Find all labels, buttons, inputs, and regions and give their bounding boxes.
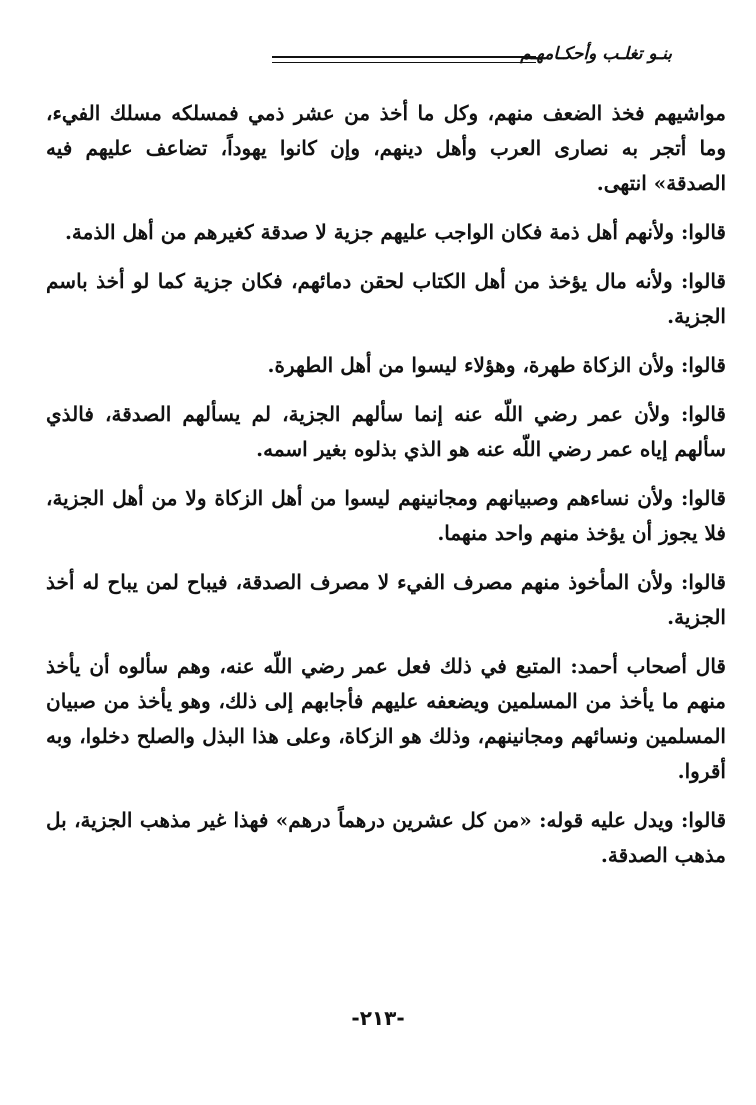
- header-rule: [272, 56, 536, 63]
- running-header: [272, 42, 672, 76]
- paragraph: قالوا: ويدل عليه قوله: «من كل عشرين درهماً درهم» فهذا غير مذهب الجزية، بل مذهب الصدقة.: [46, 808, 726, 867]
- paragraph: مواشيهم فخذ الضعف منهم، وكل ما أخذ من عشر ذمي فمسلكه مسلك الفيء، وما أتجر به نصارى العرب وأهل دينهم، وإن كانوا يهوداً، تضاعف عليهم فيه الصدقة» انتهى.: [46, 101, 726, 195]
- body-text: [46, 96, 726, 887]
- paragraph: قالوا: ولأن عمر رضي اللّه عنه إنما سألهم الجزية، لم يسألهم الصدقة، فالذي سألهم إياه عمر رضي اللّه عنه هو الذي بذلوه بغير اسمه.: [46, 402, 726, 461]
- running-header-title: بنـو تغلـب وأحكـامهـم: [520, 44, 672, 64]
- paragraph: قالوا: ولأن نساءهم وصبيانهم ومجانينهم ليسوا من أهل الزكاة ولا من أهل الجزية، فلا يجوز أن يؤخذ منهم واحد منهما.: [46, 486, 726, 545]
- paragraph: قالوا: ولأن الزكاة طهرة، وهؤلاء ليسوا من أهل الطهرة.: [267, 353, 726, 377]
- paragraph: قالوا: ولأن المأخوذ منهم مصرف الفيء لا مصرف الصدقة، فيباح لمن يباح له أخذ الجزية.: [46, 570, 726, 629]
- page-number: -٢١٣-: [351, 1006, 405, 1030]
- paragraph: قالوا: ولأنه مال يؤخذ من أهل الكتاب لحقن دمائهم، فكان جزية كما لو أخذ باسم الجزية.: [46, 269, 726, 328]
- paragraph: قال أصحاب أحمد: المتبع في ذلك فعل عمر رضي اللّه عنه، وهم سألوه أن يأخذ منهم ما يأخذ من المسلمين ويضعفه عليهم فأجابهم إلى ذلك، وهو يأخذ من صبيان المسلمين ونسائهم ومجانينهم، وذلك هو الزكاة، وعلى هذا البذل والصلح دخلوا، وبه أقروا.: [46, 654, 726, 783]
- paragraph: قالوا: ولأنهم أهل ذمة فكان الواجب عليهم جزية لا صدقة كغيرهم من أهل الذمة.: [64, 220, 726, 244]
